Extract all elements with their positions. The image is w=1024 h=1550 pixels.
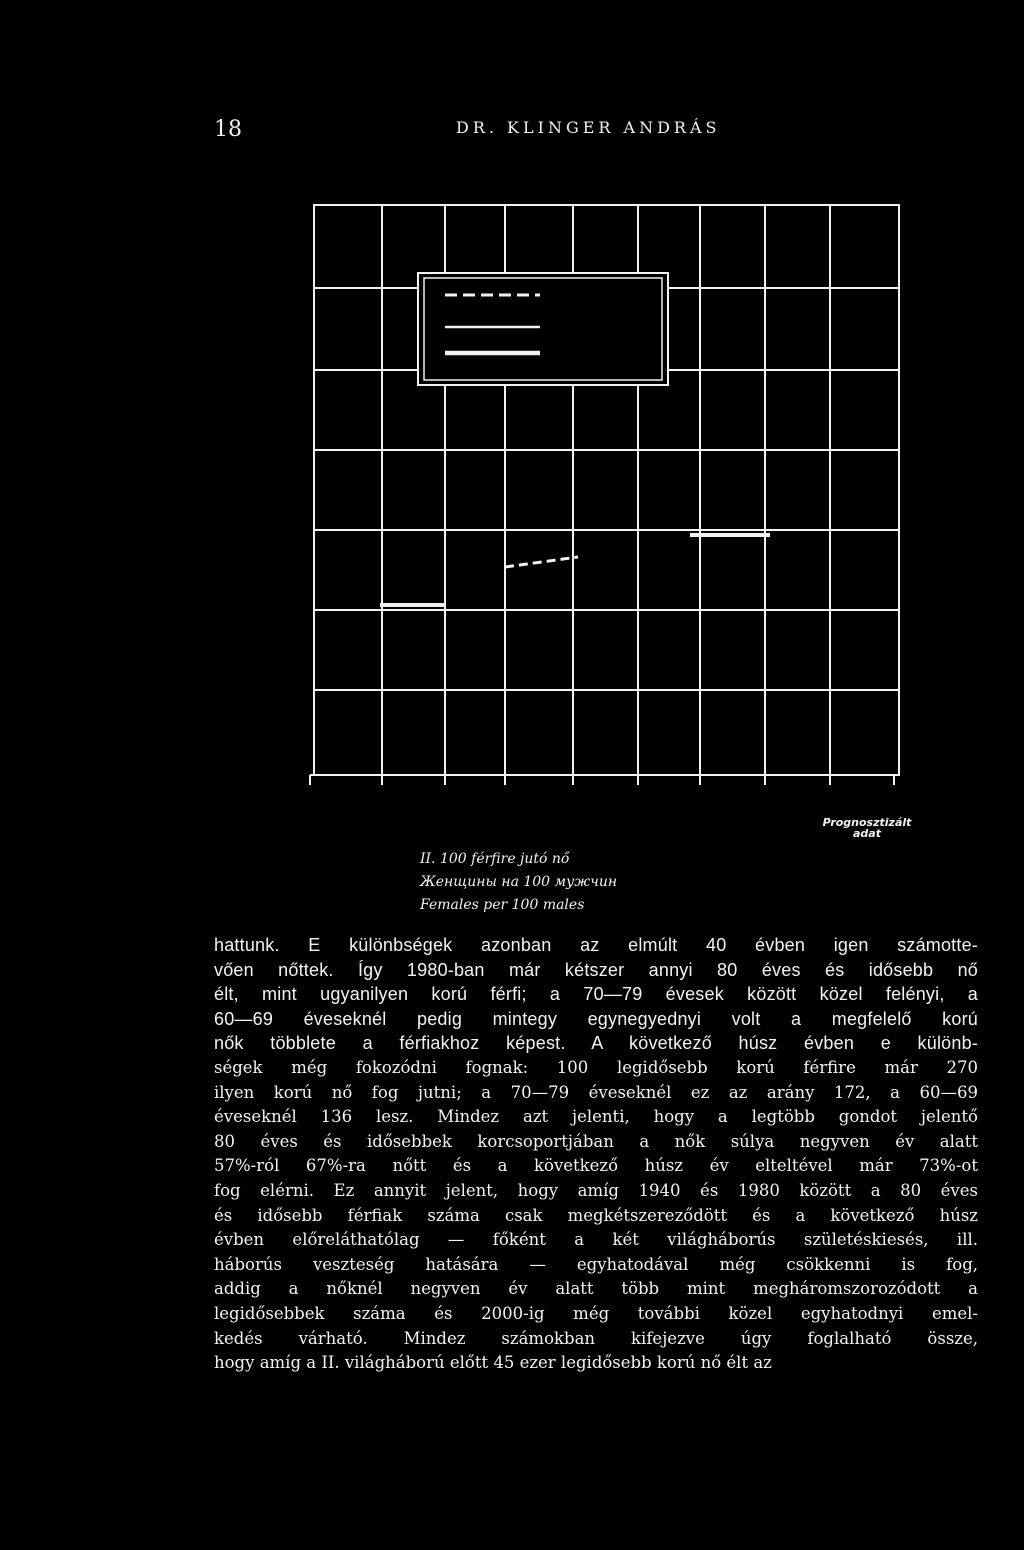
chart-grid (300, 195, 910, 800)
text-line: fog elérni. Ez annyit jelent, hogy amíg 1940 és 1980 között a 80 éves (214, 1180, 978, 1200)
text-line: élt, mint ugyanilyen korú férfi; a 70—79 évesek között közel felényi, a (214, 984, 978, 1005)
text-line: ségek még fokozódni fognak: 100 legidősebb korú férfire már 270 (214, 1057, 978, 1077)
text-line: 80 éves és idősebbek korcsoportjában a nők súlya negyven év alatt (214, 1131, 978, 1151)
text-line: háborús veszteség hatására — egyhatodával még csökkenni is fog, (214, 1254, 978, 1274)
page-number: 18 (214, 117, 242, 142)
chart-legend (418, 273, 668, 385)
caption-hungarian: II. 100 férfire jutó nő (420, 851, 570, 867)
text-line: ilyen korú nő fog jutni; a 70—79 éveseknél ez az arány 172, a 60—69 (214, 1082, 978, 1102)
text-line: évben előreláthatólag — főként a két világháborús születéskiesés, ill. (214, 1230, 978, 1250)
running-head: DR. KLINGER ANDRÁS (456, 118, 721, 137)
series-segment-dashed (505, 557, 578, 567)
text-line: és idősebb férfiak száma csak megkétszereződött és a következő húsz (214, 1205, 978, 1225)
legend-label-prognosis: Prognosztizált adat (822, 816, 912, 840)
figure-chart (300, 195, 910, 800)
caption-russian: Женщины на 100 мужчин (420, 874, 618, 890)
text-line: nők többlete a férfiakhoz képest. A következő húsz évben e különb- (214, 1033, 978, 1054)
text-line: addig a nőknél negyven év alatt több mint megháromszorozódott a (214, 1279, 978, 1299)
text-line: 60—69 éveseknél pedig mintegy egynegyednyi volt a megfelelő korú (214, 1008, 978, 1029)
text-line: éveseknél 136 lesz. Mindez azt jelenti, hogy a legtöbb gondot jelentő (214, 1107, 978, 1127)
body-text (214, 933, 978, 1376)
caption-english: Females per 100 males (420, 897, 585, 913)
text-line: hattunk. E különbségek azonban az elmúlt 40 évben igen számotte- (214, 935, 978, 955)
text-line: hogy amíg a II. világháború előtt 45 ezer legidősebb korú nő élt az (214, 1353, 772, 1373)
text-line: 57%-ról 67%-ra nőtt és a következő húsz év elteltével már 73%-ot (214, 1156, 978, 1176)
text-line: kedés várható. Mindez számokban kifejezve úgy foglalható össze, (214, 1328, 978, 1348)
figure-caption (420, 848, 750, 917)
text-line: vően nőttek. Így 1980-ban már kétszer annyi 80 éves és idősebb nő (214, 959, 978, 980)
text-line: legidősebbek száma és 2000-ig még további közel egyhatodnyi emel- (214, 1303, 978, 1323)
